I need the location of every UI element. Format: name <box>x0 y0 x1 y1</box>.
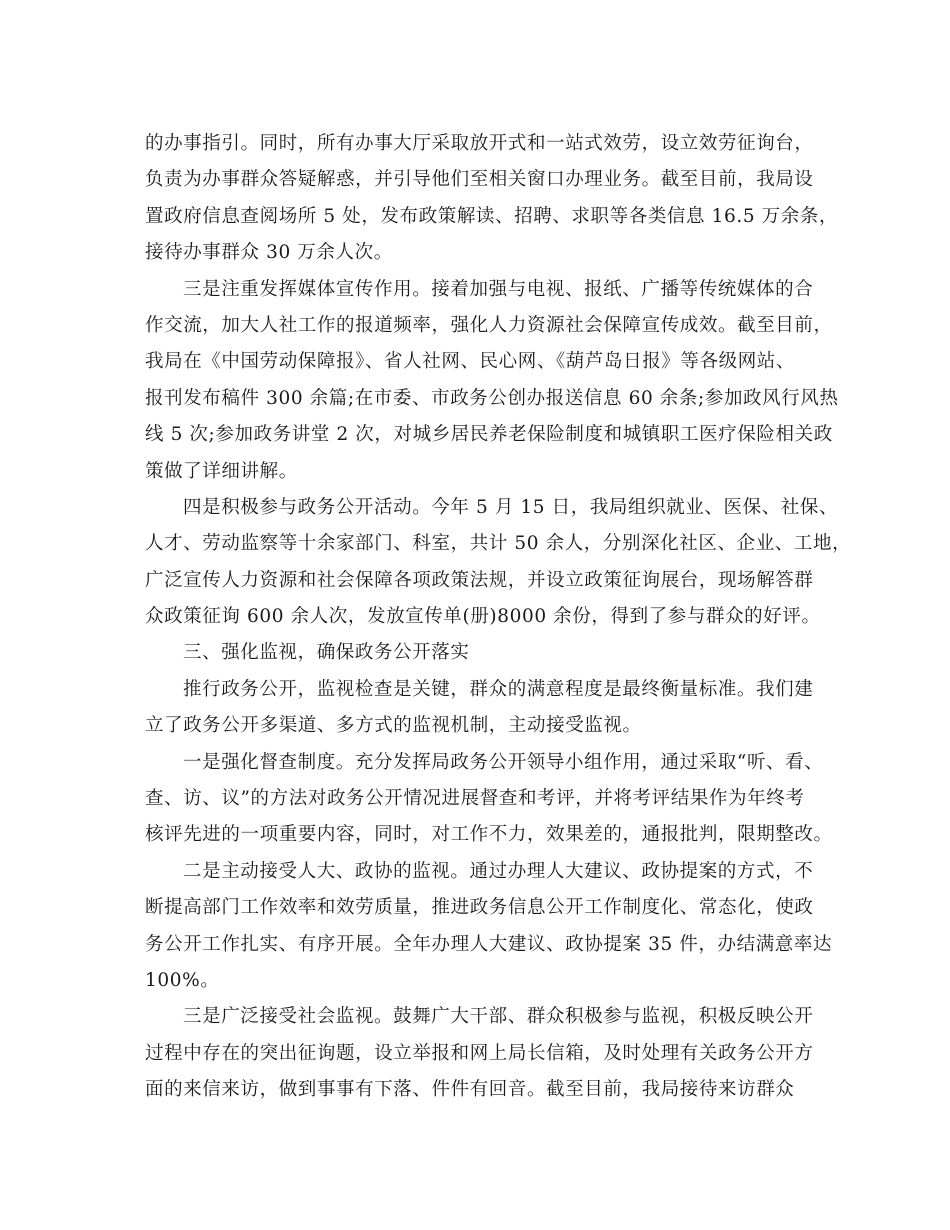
text-line: 断提高部门工作效率和效劳质量，推进政务信息公开工作制度化、常态化，使政 <box>145 897 814 919</box>
text-line: 负责为办事群众答疑解惑，并引导他们至相关窗口办理业务。截至目前，我局设 <box>145 169 814 191</box>
paragraph-start-line: 二是主动接受人大、政协的监视。通过办理人大建议、政协提案的方式，不 <box>183 860 814 882</box>
document-body <box>145 126 852 1109</box>
paragraph-start-line: 一是强化督查制度。充分发挥局政务公开领导小组作用，通过采取“听、看、 <box>183 751 824 773</box>
paragraph-start-line: 三是广泛接受社会监视。鼓舞广大干部、群众积极参与监视，积极反映公开 <box>183 1006 814 1028</box>
section-heading: 三、强化监视，确保政务公开落实 <box>183 642 470 664</box>
text-line: 过程中存在的突出征询题，设立举报和网上局长信箱，及时处理有关政务公开方 <box>145 1042 814 1064</box>
text-line: 线 5 次;参加政务讲堂 2 次，对城乡居民养老保险制度和城镇职工医疗保险相关政 <box>145 424 833 446</box>
text-line: 务公开工作扎实、有序开展。全年办理人大建议、政协提案 35 件，办结满意率达 <box>145 933 833 955</box>
text-line: 人才、劳动监察等十余家部门、科室，共计 50 余人，分别深化社区、企业、工地， <box>145 533 852 555</box>
text-line: 众政策征询 600 余人次，发放宣传单(册)8000 余份，得到了参与群众的好评。 <box>145 606 821 628</box>
text-line: 面的来信来访，做到事事有下落、件件有回音。截至目前，我局接待来访群众 <box>145 1079 795 1101</box>
text-line: 广泛宣传人力资源和社会保障各项政策法规，并设立政策征询展台，现场解答群 <box>145 569 814 591</box>
text-line: 立了政务公开多渠道、多方式的监视机制，主动接受监视。 <box>145 715 642 737</box>
text-line: 接待办事群众 30 万余人次。 <box>145 242 393 264</box>
text-line: 报刊发布稿件 300 余篇;在市委、市政务公创办报送信息 60 余条;参加政风行风热 <box>145 387 839 409</box>
text-line: 我局在《中国劳动保障报》、省人社网、民心网、《葫芦岛日报》等各级网站、 <box>145 351 796 373</box>
text-line: 查、访、议”的方法对政务公开情况进展督查和考评，并将考评结果作为年终考 <box>145 788 805 810</box>
text-line: 的办事指引。同时，所有办事大厅采取放开式和一站式效劳，设立效劳征询台， <box>145 133 814 154</box>
paragraph-start-line: 三是注重发挥媒体宣传作用。接着加强与电视、报纸、广播等传统媒体的合 <box>183 278 814 300</box>
text-line: 置政府信息查阅场所 5 处，发布政策解读、招聘、求职等各类信息 16.5 万余条， <box>145 205 839 227</box>
text-line: 100%。 <box>145 969 220 991</box>
paragraph-start-line: 推行政务公开，监视检查是关键，群众的满意程度是最终衡量标准。我们建 <box>183 678 814 700</box>
text-line: 作交流，加大人社工作的报道频率，强化人力资源社会保障宣传成效。截至目前， <box>145 314 833 336</box>
text-line: 核评先进的一项重要内容，同时，对工作不力，效果差的，通报批判，限期整改。 <box>145 824 833 846</box>
text-line: 策做了详细讲解。 <box>145 460 298 482</box>
paragraph-start-line: 四是积极参与政务公开活动。今年 5 月 15 日，我局组织就业、医保、社保、 <box>183 496 839 518</box>
